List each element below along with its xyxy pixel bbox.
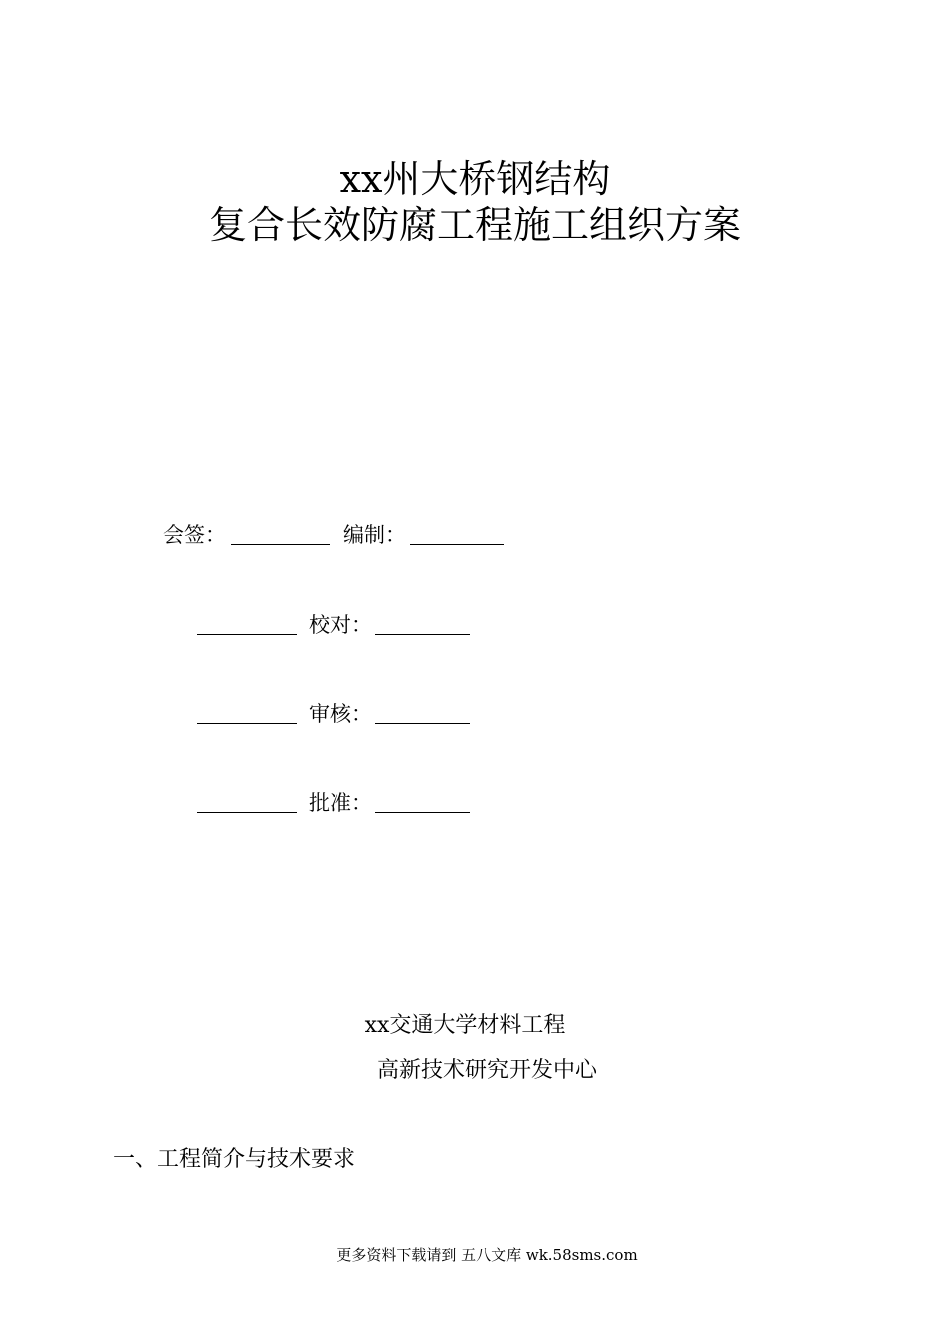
footer-link-text[interactable]: 更多资料下载请到 五八文库 wk.58sms.com: [336, 1246, 638, 1264]
section-heading: 一、工程简介与技术要求: [113, 1147, 356, 1172]
review-left-blank: [197, 723, 297, 724]
review-label: 审核：: [309, 702, 372, 726]
proofread-blank: [375, 634, 470, 635]
organization-line-2: 高新技术研究开发中心: [376, 1058, 597, 1083]
approve-label: 批准：: [309, 791, 372, 815]
signature-row-proofread: [0, 612, 950, 638]
countersign-label: 会签：: [163, 523, 226, 547]
compile-blank: [410, 544, 504, 545]
signature-row-review: [0, 701, 950, 727]
proofread-left-blank: [197, 634, 297, 635]
proofread-label: 校对：: [309, 613, 372, 637]
countersign-blank: [231, 544, 330, 545]
signature-row-countersign: [0, 522, 950, 548]
compile-label: 编制：: [343, 523, 406, 547]
title-line-1: xx州大桥钢结构: [339, 157, 611, 201]
organization-line-1: xx交通大学材料工程: [364, 1013, 566, 1038]
title-line-2: 复合长效防腐工程施工组织方案: [208, 203, 741, 247]
approve-left-blank: [197, 812, 297, 813]
approve-blank: [375, 812, 470, 813]
review-blank: [375, 723, 470, 724]
signature-row-approve: [0, 790, 950, 816]
